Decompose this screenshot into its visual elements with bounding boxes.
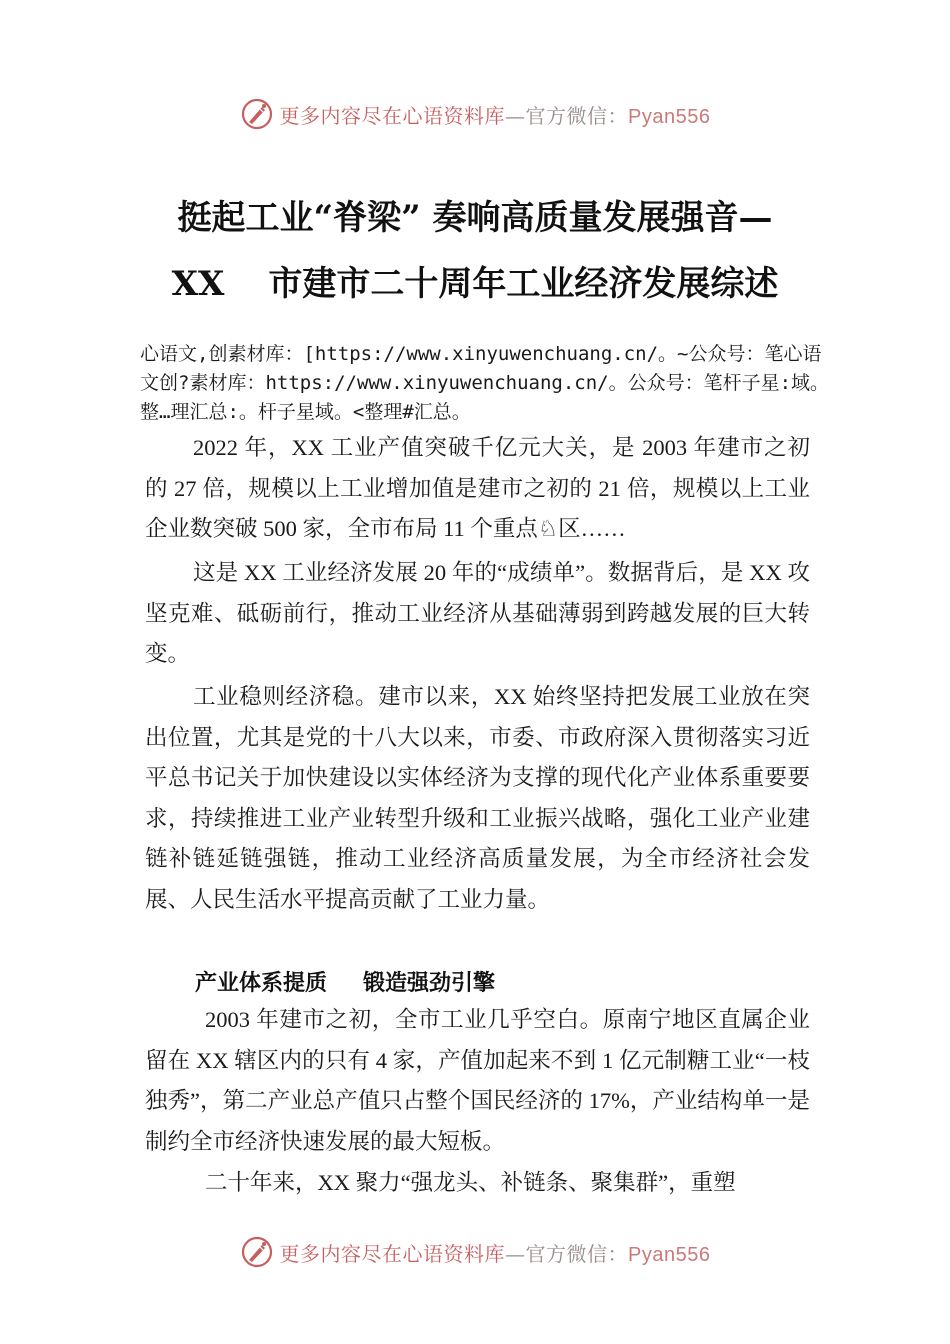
paragraph-2: 这是 XX 工业经济发展 20 年的“成绩单”。数据背后，是 XX 攻坚克难、砥砺前行，推动工业经济从基础薄弱到跨越发展的巨大转变。 (145, 560, 810, 666)
banner-dash: — (505, 1241, 526, 1266)
banner-text (280, 100, 711, 129)
banner-sub-text: 官方微信： (525, 1241, 629, 1266)
banner-text (280, 1238, 711, 1267)
banner-sub-text: 官方微信： (525, 103, 629, 128)
banner-wechat-id: Pyan556 (628, 1243, 711, 1266)
title-line-2-rest: 市建市二十周年工业经济发展综述 (268, 264, 779, 304)
section-heading (195, 966, 495, 997)
header-banner (0, 92, 950, 136)
paragraph-5: 二十年来，XX 聚力“强龙头、补链条、聚集群”，重塑 (205, 1170, 736, 1195)
section-heading-part-2: 锻造强劲引擎 (363, 971, 496, 996)
section-heading-part-1: 产业体系提质 (195, 971, 328, 996)
source-note: 心语文,创素材库：[https://www.xinyuwenchuang.cn/。~公众号：笔心语文创?素材库：https://www.xinyuwenchuang.cn/。公众号：笔杆子星:域。整…理汇总:。杆子星域。<整理#汇总。 (140, 343, 830, 423)
pen-logo-icon (240, 1235, 274, 1269)
footer-banner (0, 1230, 950, 1274)
banner-wechat-id: Pyan556 (628, 105, 711, 128)
banner-main-text: 更多内容尽在心语资料库 (279, 103, 506, 128)
banner-main-text: 更多内容尽在心语资料库 (279, 1241, 506, 1266)
paragraph-1: 2022 年，XX 工业产值突破千亿元大关，是 2003 年建市之初的 27 倍，规模以上工业增加值是建市之初的 21 倍，规模以上工业企业数突破 500 家，全市布局 11 个重点♘区…… (145, 435, 810, 541)
title-xx: XX (171, 264, 225, 304)
document-title-line-2 (0, 256, 950, 305)
banner-dash: — (505, 103, 526, 128)
paragraph-3: 工业稳则经济稳。建市以来，XX 始终坚持把发展工业放在突出位置，尤其是党的十八大以来，市委、市政府深入贯彻落实习近平总书记关于加快建设以实体经济为支撑的现代化产业体系重要要求，持续推进工业产业转型升级和工业振兴战略，强化工业产业建链补链延链强链，推动工业经济高质量发展，为全市经济社会发展、人民生活水平提高贡献了工业力量。 (145, 684, 810, 912)
document-title-line-1: 挺起工业“脊梁” 奏响高质量发展强音— (177, 198, 773, 238)
pen-logo-icon (240, 97, 274, 131)
paragraph-4: 2003 年建市之初，全市工业几乎空白。原南宁地区直属企业留在 XX 辖区内的只有 4 家，产值加起来不到 1 亿元制糖工业“一枝独秀”，第二产业总产值只占整个国民经济的 17%，产业结构单一是制约全市经济快速发展的最大短板。 (145, 1007, 810, 1154)
